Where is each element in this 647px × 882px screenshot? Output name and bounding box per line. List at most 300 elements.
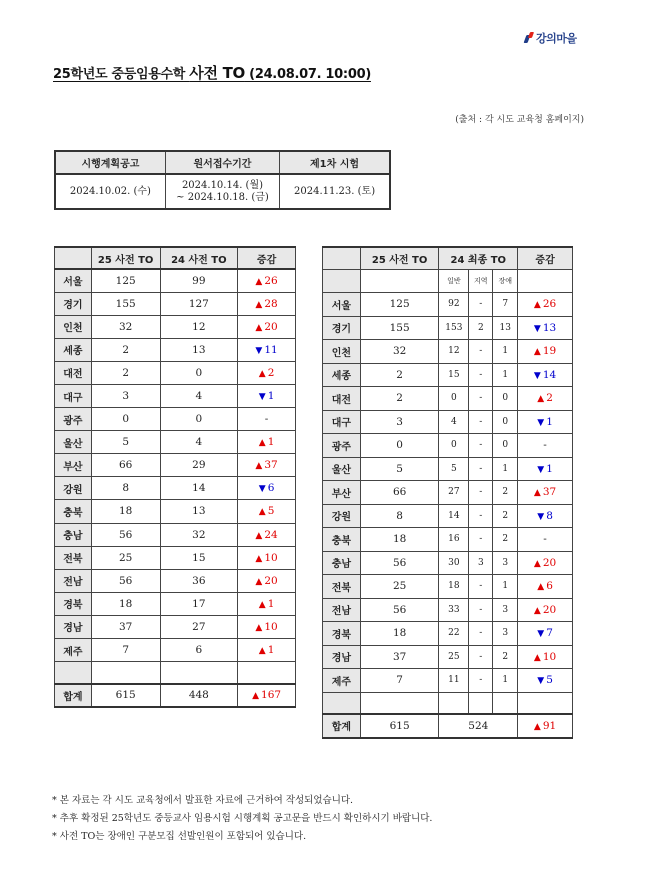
decrease-triangle-icon: ▼ <box>537 676 545 687</box>
diff-cell <box>518 481 573 505</box>
to25-cell: 18 <box>360 622 439 646</box>
diff-value: 5 <box>546 674 553 687</box>
schedule-table <box>54 150 391 210</box>
regional-cell: - <box>469 293 493 317</box>
diff-cell <box>518 622 573 646</box>
diff-value: 14 <box>542 368 557 381</box>
col-header-24: 24 사전 TO <box>160 247 238 269</box>
total-to25: 615 <box>91 684 160 707</box>
regional-cell: 3 <box>469 551 493 575</box>
col-header-25: 25 사전 TO <box>360 247 439 269</box>
regional-cell: - <box>469 575 493 599</box>
disabled-cell: 1 <box>493 575 518 599</box>
increase-triangle-icon: ▲ <box>255 622 263 633</box>
general-cell: 153 <box>439 316 469 340</box>
to24-cell: 29 <box>160 454 238 477</box>
blank-cell <box>323 692 361 714</box>
disabled-cell: 13 <box>493 316 518 340</box>
corner-cell <box>323 247 361 269</box>
diff-value: 8 <box>546 509 553 522</box>
to24-cell: 0 <box>160 408 238 431</box>
table-row <box>55 361 296 384</box>
increase-triangle-icon: ▲ <box>255 276 263 287</box>
table-25-pre-vs-24-final <box>322 246 573 739</box>
region-cell: 부산 <box>323 481 361 505</box>
increase-triangle-icon: ▲ <box>258 507 266 518</box>
increase-triangle-icon: ▲ <box>537 394 545 405</box>
diff-cell <box>238 361 296 384</box>
to25-cell: 125 <box>360 293 439 317</box>
region-cell: 전북 <box>323 575 361 599</box>
to25-cell: 5 <box>360 457 439 481</box>
table-row <box>55 615 296 638</box>
total-to24: 524 <box>439 714 518 738</box>
col-header-25: 25 사전 TO <box>91 247 160 269</box>
diff-cell <box>238 523 296 546</box>
footnote-3: * 사전 TO는 장애인 구분모집 선발인원이 포함되어 있습니다. <box>52 831 307 842</box>
region-cell: 경기 <box>323 316 361 340</box>
to25-cell: 3 <box>360 410 439 434</box>
to25-cell: 5 <box>91 431 160 454</box>
to24-cell: 32 <box>160 523 238 546</box>
region-cell: 강원 <box>55 477 92 500</box>
diff-value: 2 <box>267 366 275 379</box>
diff-cell <box>518 598 573 622</box>
decrease-triangle-icon: ▼ <box>533 370 541 381</box>
increase-triangle-icon: ▲ <box>255 576 263 587</box>
general-cell: 25 <box>439 645 469 669</box>
disabled-cell: 7 <box>493 293 518 317</box>
to25-cell: 2 <box>91 338 160 361</box>
table-row <box>323 669 573 693</box>
regional-cell: - <box>469 528 493 552</box>
table-row <box>55 408 296 431</box>
to25-cell: 18 <box>91 592 160 615</box>
diff-cell <box>238 592 296 615</box>
diff-value: 28 <box>264 297 278 310</box>
disabled-cell: 1 <box>493 340 518 364</box>
diff-value: 20 <box>264 320 278 333</box>
disabled-cell: 2 <box>493 645 518 669</box>
diff-value: 19 <box>542 345 557 358</box>
decrease-triangle-icon: ▼ <box>255 345 263 356</box>
diff-value: 1 <box>267 644 275 657</box>
diff-cell <box>238 477 296 500</box>
blank-cell <box>238 662 296 684</box>
decrease-triangle-icon: ▼ <box>258 484 266 495</box>
diff-value: - <box>543 439 547 452</box>
diff-value: 2 <box>546 392 553 405</box>
to25-cell: 3 <box>91 384 160 407</box>
increase-triangle-icon: ▲ <box>258 368 266 379</box>
diff-value: 1 <box>267 436 275 449</box>
region-cell: 인천 <box>323 340 361 364</box>
diff-cell <box>518 504 573 528</box>
general-cell: 14 <box>439 504 469 528</box>
diff-value: 10 <box>264 551 278 564</box>
region-cell: 울산 <box>55 431 92 454</box>
to25-cell: 0 <box>360 434 439 458</box>
schedule-header-announce: 시행계획공고 <box>55 151 165 174</box>
diff-value: 1 <box>546 462 553 475</box>
increase-triangle-icon: ▲ <box>537 582 545 593</box>
diff-value: 10 <box>542 650 557 663</box>
table-row <box>55 639 296 662</box>
diff-value: 24 <box>264 528 278 541</box>
diff-value: 20 <box>542 556 557 569</box>
schedule-header-exam: 제1차 시험 <box>280 151 390 174</box>
to24-cell: 6 <box>160 639 238 662</box>
disabled-cell: 0 <box>493 434 518 458</box>
diff-cell <box>238 338 296 361</box>
region-cell: 경북 <box>323 622 361 646</box>
to25-cell: 37 <box>91 615 160 638</box>
diff-cell <box>518 714 573 738</box>
decrease-triangle-icon: ▼ <box>537 511 545 522</box>
decrease-triangle-icon: ▼ <box>537 464 545 475</box>
title-date: (24.08.07. 10:00) <box>244 67 371 82</box>
diff-cell <box>238 569 296 592</box>
decrease-triangle-icon: ▼ <box>258 392 266 403</box>
diff-cell <box>518 575 573 599</box>
to24-cell: 0 <box>160 361 238 384</box>
logo-mark-icon <box>525 32 534 44</box>
table-row <box>323 504 573 528</box>
to25-cell: 32 <box>360 340 439 364</box>
table-row <box>55 523 296 546</box>
brand-logo <box>525 30 577 46</box>
table-row <box>323 575 573 599</box>
increase-triangle-icon: ▲ <box>255 322 263 333</box>
region-cell: 부산 <box>55 454 92 477</box>
diff-cell <box>238 431 296 454</box>
table-row <box>55 546 296 569</box>
col-header-diff: 증감 <box>518 247 573 269</box>
blank-cell <box>160 662 238 684</box>
disabled-cell: 0 <box>493 410 518 434</box>
diff-value: 13 <box>542 321 557 334</box>
general-cell: 22 <box>439 622 469 646</box>
diff-cell <box>518 645 573 669</box>
table-row <box>323 410 573 434</box>
total-label: 합계 <box>323 714 361 738</box>
apply-start: 2024.10.14. (월) <box>181 179 264 191</box>
subheader-regional: 지역 <box>469 269 493 293</box>
subheader-general: 일반 <box>439 269 469 293</box>
diff-cell <box>238 408 296 431</box>
region-cell: 경남 <box>55 615 92 638</box>
apply-end: ~ 2024.10.18. (금) <box>176 191 269 203</box>
to25-cell: 37 <box>360 645 439 669</box>
table-row <box>55 500 296 523</box>
region-cell: 광주 <box>55 408 92 431</box>
region-cell: 울산 <box>323 457 361 481</box>
table-row <box>323 551 573 575</box>
diff-value: 26 <box>542 298 557 311</box>
title-prefix: 25학년도 중등임용수학 <box>53 67 190 82</box>
increase-triangle-icon: ▲ <box>255 530 263 541</box>
to25-cell: 7 <box>91 639 160 662</box>
to25-cell: 56 <box>91 569 160 592</box>
general-cell: 27 <box>439 481 469 505</box>
to25-cell: 7 <box>360 669 439 693</box>
regional-cell: - <box>469 340 493 364</box>
region-cell: 제주 <box>323 669 361 693</box>
general-cell: 0 <box>439 434 469 458</box>
table-row <box>55 315 296 338</box>
region-cell: 전남 <box>55 569 92 592</box>
to24-cell: 14 <box>160 477 238 500</box>
table-row <box>55 269 296 292</box>
diff-value: 10 <box>264 620 278 633</box>
diff-cell <box>518 340 573 364</box>
disabled-cell: 2 <box>493 481 518 505</box>
subheader-diff-blank <box>518 269 573 293</box>
diff-cell <box>238 269 296 292</box>
regional-cell: - <box>469 598 493 622</box>
diff-value: 1 <box>546 415 553 428</box>
regional-cell: - <box>469 645 493 669</box>
to24-cell: 13 <box>160 500 238 523</box>
diff-value: 91 <box>542 719 557 732</box>
diff-cell <box>238 546 296 569</box>
to24-cell: 4 <box>160 431 238 454</box>
diff-cell <box>238 639 296 662</box>
region-cell: 세종 <box>323 363 361 387</box>
diff-value: 6 <box>267 482 275 495</box>
diff-cell <box>518 551 573 575</box>
table-row <box>55 338 296 361</box>
to24-cell: 12 <box>160 315 238 338</box>
subheader-disabled: 장애 <box>493 269 518 293</box>
table-row <box>323 645 573 669</box>
diff-value: 7 <box>546 627 553 640</box>
to24-cell: 4 <box>160 384 238 407</box>
diff-cell <box>518 387 573 411</box>
diff-value: 1 <box>267 390 275 403</box>
to25-cell: 18 <box>91 500 160 523</box>
increase-triangle-icon: ▲ <box>252 691 260 702</box>
to25-cell: 8 <box>91 477 160 500</box>
diff-cell <box>238 684 296 707</box>
general-cell: 15 <box>439 363 469 387</box>
table-row <box>323 387 573 411</box>
increase-triangle-icon: ▲ <box>258 646 266 657</box>
total-to25: 615 <box>360 714 439 738</box>
schedule-exam-date: 2024.11.23. (토) <box>280 174 390 209</box>
col-header-diff: 증감 <box>238 247 296 269</box>
to24-cell: 17 <box>160 592 238 615</box>
col-header-24-final: 24 최종 TO <box>439 247 518 269</box>
increase-triangle-icon: ▲ <box>533 488 541 499</box>
title-main: 사전 TO <box>189 64 245 82</box>
table-25-vs-24-pre <box>54 246 296 708</box>
to24-cell: 36 <box>160 569 238 592</box>
table-row <box>55 454 296 477</box>
to25-cell: 25 <box>91 546 160 569</box>
to25-cell: 2 <box>91 361 160 384</box>
region-cell: 제주 <box>55 639 92 662</box>
blank-row <box>323 692 573 714</box>
total-to24: 448 <box>160 684 238 707</box>
diff-value: 26 <box>264 274 278 287</box>
region-cell: 경기 <box>55 292 92 315</box>
to25-cell: 25 <box>360 575 439 599</box>
region-cell: 전북 <box>55 546 92 569</box>
increase-triangle-icon: ▲ <box>255 299 263 310</box>
to24-cell: 99 <box>160 269 238 292</box>
diff-cell <box>518 669 573 693</box>
table-row <box>323 598 573 622</box>
increase-triangle-icon: ▲ <box>258 599 266 610</box>
region-cell: 충남 <box>323 551 361 575</box>
page-title <box>53 62 371 83</box>
blank-cell <box>439 692 469 714</box>
region-cell: 충북 <box>323 528 361 552</box>
disabled-cell: 1 <box>493 457 518 481</box>
to25-cell: 2 <box>360 387 439 411</box>
diff-cell <box>238 384 296 407</box>
increase-triangle-icon: ▲ <box>533 347 541 358</box>
table-row <box>55 592 296 615</box>
region-cell: 경남 <box>323 645 361 669</box>
general-cell: 11 <box>439 669 469 693</box>
total-label: 합계 <box>55 684 92 707</box>
diff-cell <box>238 292 296 315</box>
table-row <box>55 477 296 500</box>
region-cell: 세종 <box>55 338 92 361</box>
table-row <box>55 384 296 407</box>
disabled-cell: 0 <box>493 387 518 411</box>
diff-value: 6 <box>546 580 553 593</box>
to25-cell: 56 <box>360 598 439 622</box>
general-cell: 16 <box>439 528 469 552</box>
disabled-cell: 1 <box>493 669 518 693</box>
diff-cell <box>238 454 296 477</box>
increase-triangle-icon: ▲ <box>533 605 541 616</box>
disabled-cell: 2 <box>493 504 518 528</box>
regional-cell: - <box>469 504 493 528</box>
decrease-triangle-icon: ▼ <box>537 629 545 640</box>
diff-cell <box>238 315 296 338</box>
diff-cell <box>518 363 573 387</box>
diff-value: 20 <box>264 574 278 587</box>
diff-cell <box>518 434 573 458</box>
general-cell: 5 <box>439 457 469 481</box>
table-row <box>323 528 573 552</box>
total-row <box>55 684 296 707</box>
to24-cell: 127 <box>160 292 238 315</box>
disabled-cell: 3 <box>493 622 518 646</box>
table-row <box>55 569 296 592</box>
diff-cell <box>518 528 573 552</box>
table-row <box>323 434 573 458</box>
blank-cell <box>91 662 160 684</box>
region-cell: 서울 <box>55 269 92 292</box>
region-cell: 강원 <box>323 504 361 528</box>
footnote-1: * 본 자료는 각 시도 교육청에서 발표한 자료에 근거하여 작성되었습니다. <box>52 795 354 806</box>
region-cell: 광주 <box>323 434 361 458</box>
table-row <box>323 340 573 364</box>
diff-value: 167 <box>261 689 282 702</box>
to24-cell: 15 <box>160 546 238 569</box>
blank-cell <box>469 692 493 714</box>
table-row <box>323 363 573 387</box>
increase-triangle-icon: ▲ <box>533 558 541 569</box>
diff-cell <box>518 293 573 317</box>
source-note: (출처 : 각 시도 교육청 홈페이지) <box>455 115 584 125</box>
regional-cell: - <box>469 434 493 458</box>
increase-triangle-icon: ▲ <box>533 300 541 311</box>
table-row <box>323 481 573 505</box>
region-cell: 대구 <box>323 410 361 434</box>
diff-value: 1 <box>267 597 275 610</box>
regional-cell: - <box>469 457 493 481</box>
corner-cell <box>55 247 92 269</box>
general-cell: 92 <box>439 293 469 317</box>
region-cell: 대전 <box>323 387 361 411</box>
regional-cell: - <box>469 387 493 411</box>
to25-cell: 0 <box>91 408 160 431</box>
region-cell: 경북 <box>55 592 92 615</box>
regional-cell: - <box>469 410 493 434</box>
diff-cell <box>518 316 573 340</box>
general-cell: 33 <box>439 598 469 622</box>
diff-cell <box>238 615 296 638</box>
regional-cell: - <box>469 669 493 693</box>
to25-cell: 125 <box>91 269 160 292</box>
schedule-apply-period <box>165 174 279 209</box>
general-cell: 4 <box>439 410 469 434</box>
blank-cell <box>55 662 92 684</box>
diff-cell <box>518 457 573 481</box>
regional-cell: - <box>469 363 493 387</box>
increase-triangle-icon: ▲ <box>255 461 263 472</box>
logo-text: 강의마을 <box>536 32 577 45</box>
table-row <box>323 293 573 317</box>
diff-cell <box>238 500 296 523</box>
footnotes <box>52 792 432 846</box>
general-cell: 0 <box>439 387 469 411</box>
regional-cell: - <box>469 622 493 646</box>
total-row <box>323 714 573 738</box>
to25-cell: 155 <box>360 316 439 340</box>
region-cell: 충남 <box>55 523 92 546</box>
to25-cell: 32 <box>91 315 160 338</box>
general-cell: 12 <box>439 340 469 364</box>
general-cell: 18 <box>439 575 469 599</box>
diff-value: - <box>264 413 269 426</box>
to25-cell: 155 <box>91 292 160 315</box>
to25-cell: 18 <box>360 528 439 552</box>
region-cell: 서울 <box>323 293 361 317</box>
diff-value: 5 <box>267 505 275 518</box>
to25-cell: 2 <box>360 363 439 387</box>
subheader-region-blank <box>323 269 361 293</box>
table-row <box>55 292 296 315</box>
subheader-blank <box>360 269 439 293</box>
decrease-triangle-icon: ▼ <box>533 323 541 334</box>
diff-cell <box>518 410 573 434</box>
region-cell: 대구 <box>55 384 92 407</box>
disabled-cell: 3 <box>493 551 518 575</box>
footnote-2: * 추후 확정된 25학년도 중등교사 임용시험 시행계획 공고문을 반드시 확인하시기 바랍니다. <box>52 813 433 824</box>
diff-value: 11 <box>264 343 278 356</box>
increase-triangle-icon: ▲ <box>533 721 541 732</box>
to25-cell: 8 <box>360 504 439 528</box>
diff-value: 37 <box>264 459 278 472</box>
diff-value: 20 <box>542 603 557 616</box>
